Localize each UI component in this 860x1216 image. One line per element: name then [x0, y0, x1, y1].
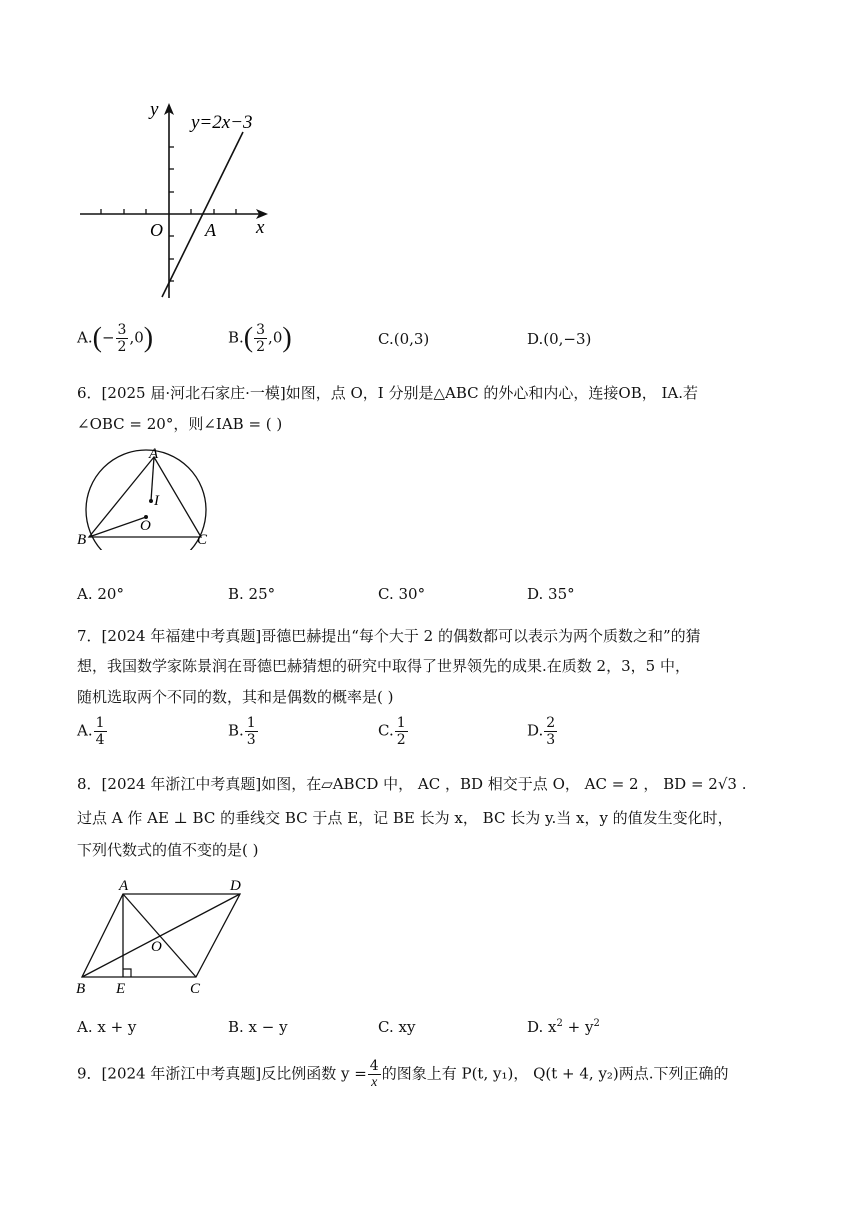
q6-line-1: 6．[2025 届·河北石家庄·一模]如图，点 O，I 分别是△ABC 的外心和内心，连接OB， IA.若 [77, 384, 699, 402]
diagonal-ac [123, 894, 196, 977]
label-c: C [190, 981, 201, 997]
origin-label: O [150, 220, 163, 240]
q8-line-3: 下列代数式的值不变的是( ) [77, 841, 259, 859]
q7-option-c[interactable]: C. $\frac{1}{2}$ [378, 715, 406, 748]
q8-option-c[interactable]: C. xy [378, 1018, 416, 1036]
linear-function-graph [70, 95, 290, 310]
x-axis-label: x [256, 217, 265, 238]
label-o: O [140, 518, 151, 534]
fraction: $\frac{4}{x}$ [369, 1058, 379, 1090]
q6-option-a[interactable]: A. 20° [77, 585, 124, 603]
fraction: $\frac{1}{4}$ [95, 715, 105, 748]
equation-label: y=2x−3 [191, 112, 253, 133]
label-i: I [154, 493, 159, 509]
parallelogram-figure [74, 875, 254, 1000]
label-o: O [151, 939, 162, 955]
q7-line-1: 7．[2024 年福建中考真题]哥德巴赫提出“每个大于 2 的偶数都可以表示为两个质数之和”的猜 [77, 627, 701, 645]
q8-option-d[interactable]: D. $x^2 + y^2$ [527, 1018, 600, 1036]
q6-option-d[interactable]: D. 35° [527, 585, 575, 603]
label-b: B [76, 981, 86, 997]
label-e: E [116, 981, 126, 997]
y-axis-label: y [150, 99, 159, 120]
fraction: $\frac{1}{2}$ [396, 715, 406, 748]
q5-option-d[interactable]: D.(0,−3) [527, 330, 592, 348]
q7-option-d[interactable]: D. $\frac{2}{3}$ [527, 715, 556, 748]
q8-line-2: 过点 A 作 AE ⊥ BC 的垂线交 BC 于点 E，记 BE 长为 x， BC 长为 y.当 x，y 的值发生变化时， [77, 809, 733, 827]
label-d: D [230, 878, 241, 894]
fraction: $\frac{3}{2}$ [117, 322, 127, 355]
q7-line-3: 随机选取两个不同的数，其和是偶数的概率是( ) [77, 688, 394, 706]
label-b: B [77, 532, 87, 548]
q9-line-1: 9．[2024 年浙江中考真题]反比例函数 y = $\frac{4}{x}$ 的图象上有 P(t, y₁)， Q(t + 4, y₂)两点.下列正确的 [77, 1058, 729, 1090]
fraction: $\frac{3}{2}$ [256, 322, 266, 355]
triangle-circle-figure [74, 445, 219, 550]
q5-option-c[interactable]: C.(0,3) [378, 330, 430, 348]
label-a: A [119, 878, 129, 894]
fraction: $\frac{1}{3}$ [246, 715, 256, 748]
circumcircle [86, 450, 206, 550]
point-i [149, 499, 153, 503]
q5-option-b[interactable]: B.( $\frac{3}{2}$ ,0) [228, 322, 292, 355]
q6-option-b[interactable]: B. 25° [228, 585, 276, 603]
q7-line-2: 想，我国数学家陈景润在哥德巴赫猜想的研究中取得了世界领先的成果.在质数 2，3，5 中， [77, 657, 690, 675]
q8-option-b[interactable]: B. x − y [228, 1018, 288, 1036]
q6-option-c[interactable]: C. 30° [378, 585, 426, 603]
q7-option-a[interactable]: A. $\frac{1}{4}$ [77, 715, 105, 748]
label-a: A [149, 446, 159, 462]
q7-option-b[interactable]: B. $\frac{1}{3}$ [228, 715, 256, 748]
label-c: C [197, 532, 208, 548]
q5-option-a[interactable]: A.(− $\frac{3}{2}$ ,0) [77, 322, 154, 355]
fraction: $\frac{2}{3}$ [546, 715, 556, 748]
q8-line-1: 8．[2024 年浙江中考真题]如图，在▱ABCD 中， AC ，BD 相交于点 O， AC = 2 ， BD = 2√3 . [77, 775, 747, 793]
point-a-label: A [205, 220, 216, 240]
diagonal-bd [82, 894, 240, 977]
q8-option-a[interactable]: A. x + y [77, 1018, 137, 1036]
right-angle-mark [123, 969, 131, 977]
q6-line-2: ∠OBC = 20°，则∠IAB = ( ) [77, 415, 283, 433]
